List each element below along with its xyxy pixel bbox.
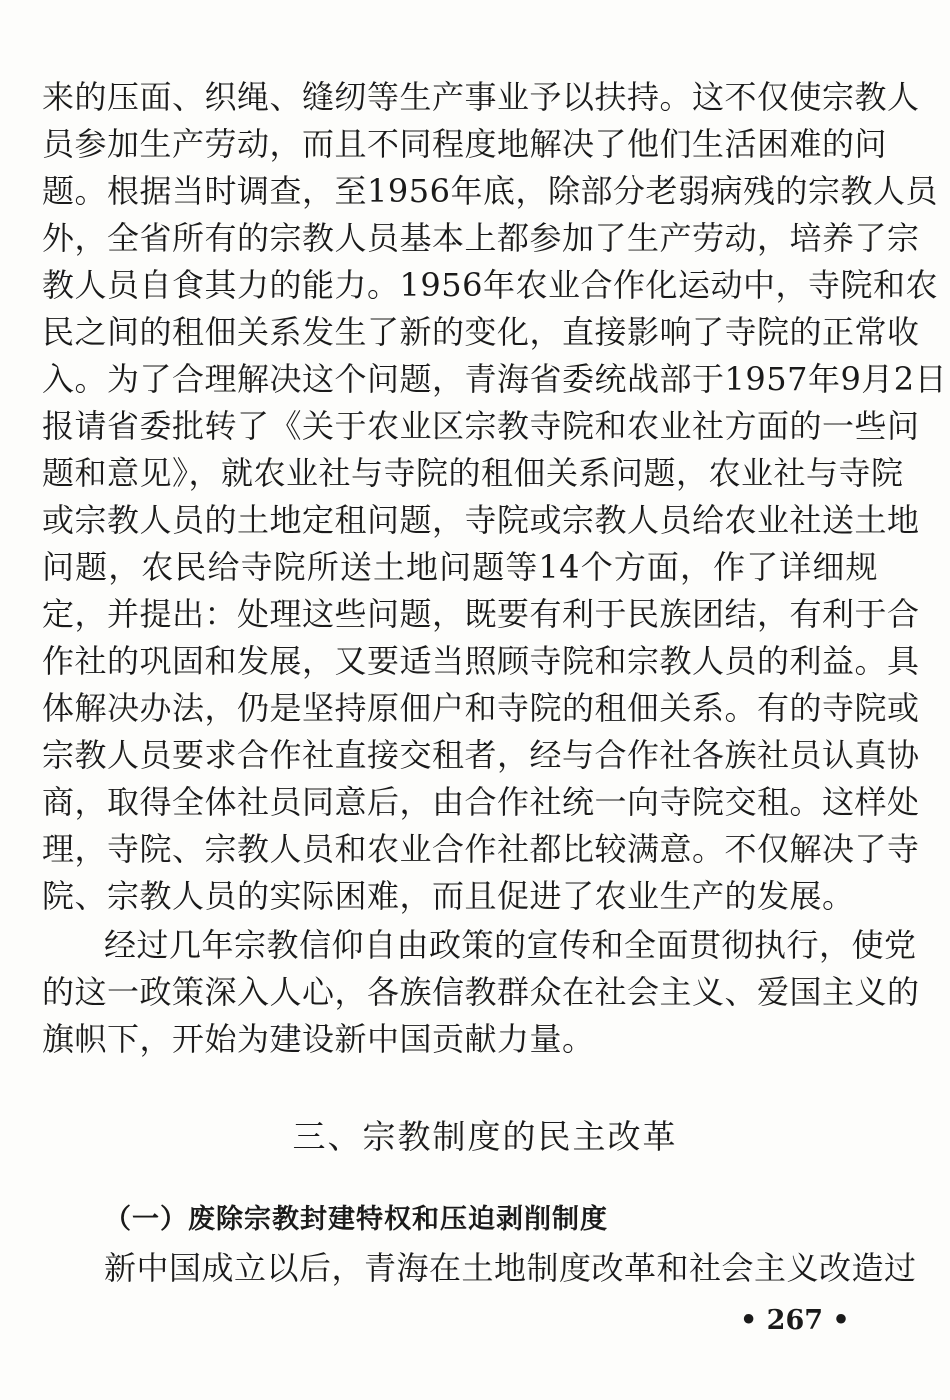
body-text-line: 经过几年宗教信仰自由政策的宣传和全面贯彻执行，使党: [104, 926, 917, 964]
body-text-line: 题和意见》，就农业社与寺院的租佃关系问题，农业社与寺院: [42, 454, 904, 492]
page-number: • 267 •: [740, 1305, 850, 1336]
section-heading: 三、宗教制度的民主改革: [292, 1117, 678, 1156]
body-text-line: 入。为了合理解决这个问题，青海省委统战部于1957年9月2日: [42, 360, 948, 398]
body-text-line: 来的压面、织绳、缝纫等生产事业予以扶持。这不仅使宗教人: [42, 78, 920, 116]
body-text-line: 旗帜下，开始为建设新中国贡献力量。: [42, 1020, 595, 1058]
body-text-line: 或宗教人员的土地定租问题，寺院或宗教人员给农业社送土地: [42, 501, 920, 539]
body-text-line: 的这一政策深入人心，各族信教群众在社会主义、爱国主义的: [42, 973, 920, 1011]
body-text-line: 民之间的租佃关系发生了新的变化，直接影响了寺院的正常收: [42, 313, 920, 351]
body-text-line: 员参加生产劳动，而且不同程度地解决了他们生活困难的问: [42, 125, 888, 163]
subsection-heading: （一）废除宗教封建特权和压迫剥削制度: [104, 1204, 608, 1235]
body-text-line: 宗教人员要求合作社直接交租者，经与合作社各族社员认真协: [42, 736, 920, 774]
body-text-line: 理，寺院、宗教人员和农业合作社都比较满意。不仅解决了寺: [42, 830, 920, 868]
body-text-line: 体解决办法，仍是坚持原佃户和寺院的租佃关系。有的寺院或: [42, 689, 920, 727]
body-text-line: 外，全省所有的宗教人员基本上都参加了生产劳动，培养了宗: [42, 219, 920, 257]
body-text-line: 作社的巩固和发展，又要适当照顾寺院和宗教人员的利益。具: [42, 642, 920, 680]
body-text-line: 商，取得全体社员同意后，由合作社统一向寺院交租。这样处: [42, 783, 920, 821]
body-text-line: 教人员自食其力的能力。1956年农业合作化运动中，寺院和农: [42, 266, 938, 304]
body-text-line: 题。根据当时调查，至1956年底，除部分老弱病残的宗教人员: [42, 172, 938, 210]
body-text-line: 报请省委批转了《关于农业区宗教寺院和农业社方面的一些问: [42, 407, 920, 445]
body-text-line: 定，并提出：处理这些问题，既要有利于民族团结，有利于合: [42, 595, 920, 633]
body-text-line: 新中国成立以后，青海在土地制度改革和社会主义改造过: [104, 1249, 917, 1287]
body-text-line: 院、宗教人员的实际困难，而且促进了农业生产的发展。: [42, 877, 855, 915]
body-text-line: 问题，农民给寺院所送土地问题等14个方面，作了详细规: [42, 548, 878, 586]
